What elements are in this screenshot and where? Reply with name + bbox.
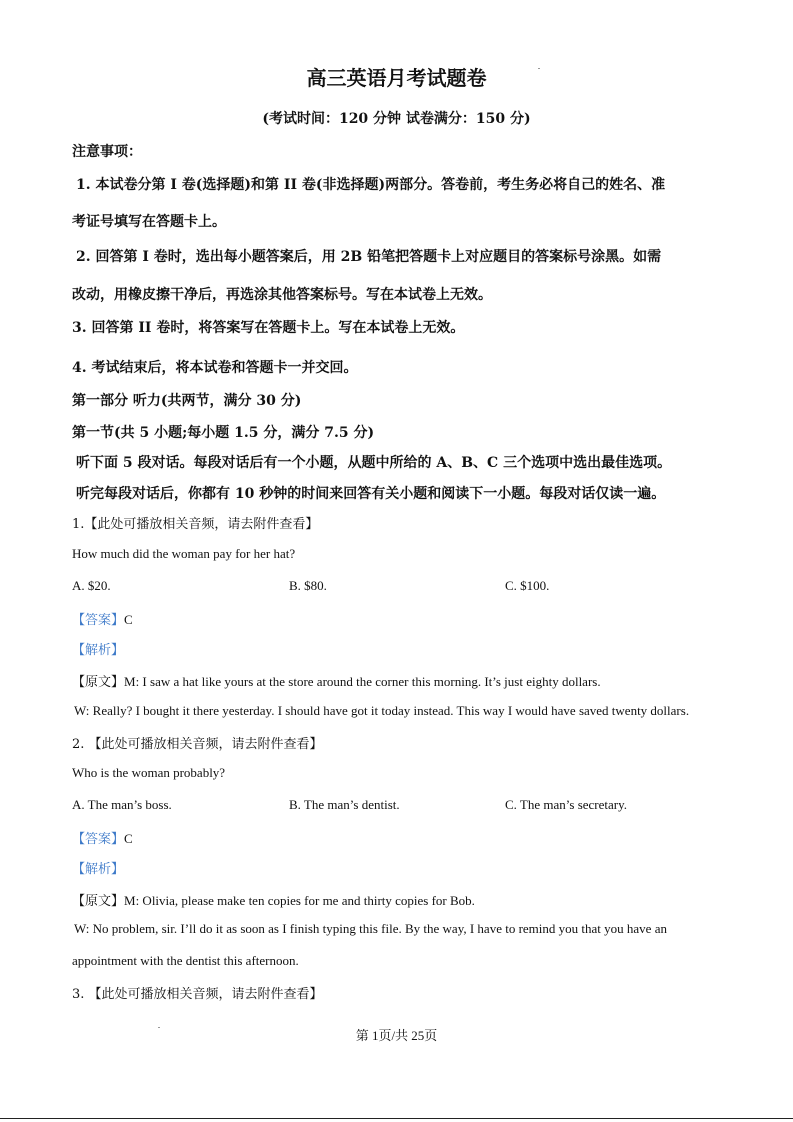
q1-answer bbox=[72, 609, 133, 628]
q1-answer-label: 【答案】 bbox=[72, 613, 125, 628]
note-item-2a: 2. 回答第 I 卷时，选出每小题答案后，用 2B 铅笔把答题卡上对应题目的答案标号涂黑。如需 bbox=[76, 249, 662, 265]
page-number: 第 1页/共 25页 bbox=[355, 1028, 438, 1043]
q2-original-w-b: appointment with the dentist this afternoon. bbox=[72, 953, 299, 968]
q1-answer-value: C bbox=[124, 612, 133, 627]
q1-option-b: B. $80. bbox=[289, 578, 327, 593]
q2-answer-label: 【答案】 bbox=[72, 832, 125, 847]
section-one-heading: 第一节(共 5 小题;每小题 1.5 分，满分 7.5 分) bbox=[72, 425, 375, 441]
q2-original-m bbox=[72, 890, 475, 909]
scan-speck bbox=[538, 68, 540, 69]
q1-question: How much did the woman pay for her hat? bbox=[72, 546, 296, 561]
q1-option-c: C. $100. bbox=[505, 578, 550, 593]
q1-audio-link[interactable]: 1.【此处可播放相关音频，请去附件查看】 bbox=[72, 517, 319, 532]
note-item-2b: 改动，用橡皮擦干净后，再选涂其他答案标号。写在本试卷上无效。 bbox=[72, 287, 492, 303]
q2-option-b: B. The man’s dentist. bbox=[289, 797, 400, 812]
q2-answer-value: C bbox=[124, 831, 133, 846]
note-item-4: 4. 考试结束后，将本试卷和答题卡一并交回。 bbox=[72, 360, 358, 376]
q2-original-label: 【原文】 bbox=[72, 894, 125, 909]
note-item-3: 3. 回答第 II 卷时，将答案写在答题卡上。写在本试卷上无效。 bbox=[72, 320, 465, 336]
q1-original-w: W: Really? I bought it there yesterday. I should have got it today instead. This way I would have saved twenty dollars. bbox=[74, 703, 690, 718]
note-item-1a: 1. 本试卷分第 I 卷(选择题)和第 II 卷(非选择题)两部分。答卷前，考生务必将自己的姓名、准 bbox=[76, 177, 666, 193]
instructions-a: 听下面 5 段对话。每段对话后有一个小题，从题中所给的 A、B、C 三个选项中选出最佳选项。 bbox=[76, 455, 672, 471]
notes-heading: 注意事项： bbox=[72, 144, 142, 160]
page-subtitle: (考试时间：120 分钟 试卷满分：150 分) bbox=[262, 111, 531, 127]
q2-option-a: A. The man’s boss. bbox=[72, 797, 172, 812]
page-bottom-divider bbox=[0, 1118, 793, 1119]
q1-option-a: A. $20. bbox=[72, 578, 111, 593]
q2-question: Who is the woman probably? bbox=[72, 765, 226, 780]
q2-original-m-text: M: Olivia, please make ten copies for me and thirty copies for Bob. bbox=[124, 893, 475, 908]
q2-analysis-label: 【解析】 bbox=[72, 862, 125, 877]
q1-original-m bbox=[72, 671, 601, 690]
q2-original-w-a: W: No problem, sir. I’ll do it as soon as I finish typing this file. By the way, I have to remind you that you have an bbox=[74, 921, 667, 936]
q2-audio-link[interactable]: 2. 【此处可播放相关音频，请去附件查看】 bbox=[72, 737, 323, 752]
q1-original-label: 【原文】 bbox=[72, 675, 125, 690]
page-title: 高三英语月考试题卷 bbox=[306, 66, 487, 90]
part-one-heading: 第一部分 听力(共两节，满分 30 分) bbox=[72, 393, 302, 409]
q1-original-m-text: M: I saw a hat like yours at the store around the corner this morning. It’s just eighty dollars. bbox=[124, 674, 601, 689]
instructions-b: 听完每段对话后，你都有 10 秒钟的时间来回答有关小题和阅读下一小题。每段对话仅读一遍。 bbox=[76, 486, 666, 502]
q2-answer bbox=[72, 828, 133, 847]
q1-analysis-label: 【解析】 bbox=[72, 643, 125, 658]
note-item-1b: 考证号填写在答题卡上。 bbox=[72, 214, 226, 230]
q2-option-c: C. The man’s secretary. bbox=[505, 797, 628, 812]
q3-audio-link[interactable]: 3. 【此处可播放相关音频，请去附件查看】 bbox=[72, 987, 323, 1002]
